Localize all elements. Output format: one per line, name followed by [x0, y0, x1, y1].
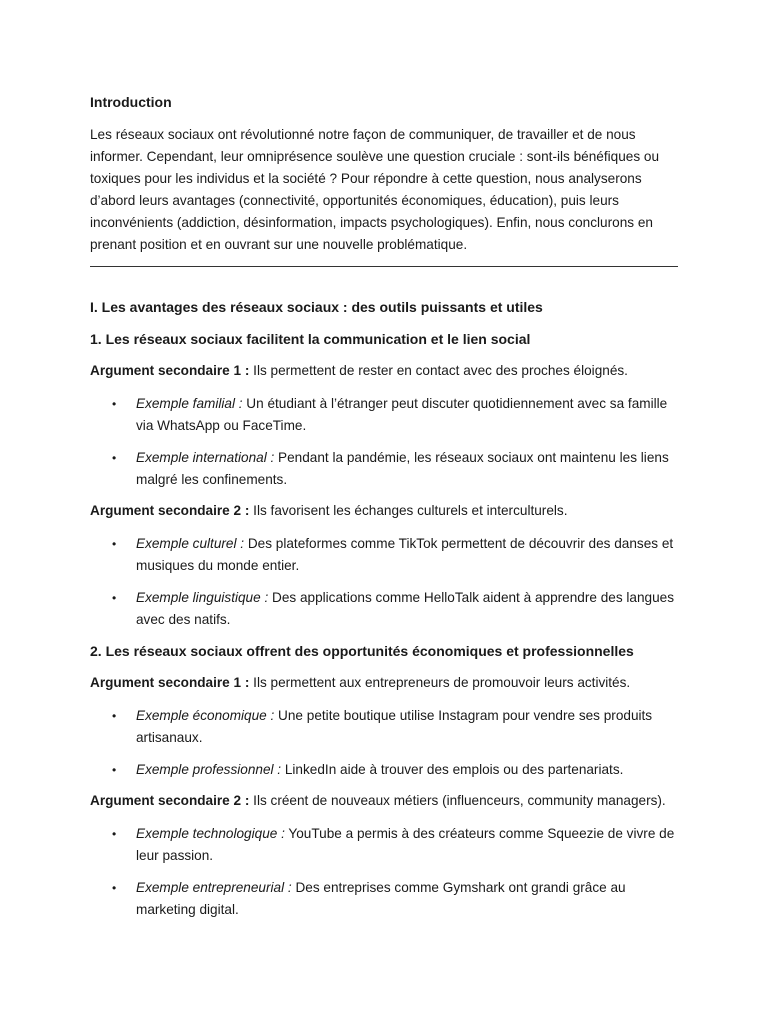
- example-label: Exemple linguistique :: [136, 590, 269, 605]
- example-text: Des plateformes comme TikTok permettent de découvrir des danses et musiques du monde entier.: [136, 536, 674, 573]
- list-item: [112, 705, 678, 749]
- example-label: Exemple familial :: [136, 396, 243, 411]
- subsection-heading: 1. Les réseaux sociaux facilitent la communication et le lien social: [90, 331, 531, 347]
- example-text: Un étudiant à l’étranger peut discuter quotidiennement avec sa famille via WhatsApp ou FaceTime.: [136, 396, 668, 433]
- bullet-icon: •: [112, 881, 117, 895]
- introduction-heading: Introduction: [90, 94, 172, 110]
- example-text: Une petite boutique utilise Instagram pour vendre ses produits artisanaux.: [136, 708, 653, 745]
- bullet-icon: •: [112, 709, 117, 723]
- list-item: [112, 393, 678, 437]
- example-list: [90, 823, 678, 921]
- bullet-icon: •: [112, 537, 117, 551]
- example-text: LinkedIn aide à trouver des emplois ou des partenariats.: [281, 762, 624, 777]
- example-label: Exemple culturel :: [136, 536, 245, 551]
- argument-text: Ils permettent aux entrepreneurs de promouvoir leurs activités.: [249, 675, 631, 690]
- list-item: [112, 447, 678, 491]
- example-label: Exemple entrepreneurial :: [136, 880, 292, 895]
- example-label: Exemple professionnel :: [136, 762, 282, 777]
- bullet-icon: •: [112, 591, 117, 605]
- argument: [90, 501, 678, 521]
- example-label: Exemple international :: [136, 450, 275, 465]
- argument-label: Argument secondaire 2 :: [90, 793, 250, 808]
- bullet-icon: •: [112, 827, 117, 841]
- example-text: Des entreprises comme Gymshark ont grandi grâce au marketing digital.: [136, 880, 626, 917]
- argument: [90, 791, 678, 811]
- argument-label: Argument secondaire 1 :: [90, 675, 250, 690]
- argument: [90, 673, 678, 693]
- example-text: Des applications comme HelloTalk aident à apprendre des langues avec des natifs.: [136, 590, 675, 627]
- argument-text: Ils favorisent les échanges culturels et interculturels.: [249, 503, 568, 518]
- bullet-icon: •: [112, 451, 117, 465]
- bullet-icon: •: [112, 763, 117, 777]
- example-list: [90, 533, 678, 631]
- bullet-icon: •: [112, 397, 117, 411]
- example-text: Pendant la pandémie, les réseaux sociaux ont maintenu les liens malgré les confinements.: [136, 450, 669, 487]
- subsection-heading: 2. Les réseaux sociaux offrent des opportunités économiques et professionnelles: [90, 643, 634, 659]
- list-item: [112, 533, 678, 577]
- example-list: [90, 393, 678, 491]
- section-heading: I. Les avantages des réseaux sociaux : des outils puissants et utiles: [90, 299, 543, 315]
- argument-label: Argument secondaire 1 :: [90, 363, 250, 378]
- horizontal-divider: [90, 266, 678, 267]
- argument-text: Ils permettent de rester en contact avec des proches éloignés.: [249, 363, 628, 378]
- list-item: [112, 759, 678, 781]
- example-label: Exemple technologique :: [136, 826, 285, 841]
- example-list: [90, 705, 678, 781]
- argument-text: Ils créent de nouveaux métiers (influenceurs, community managers).: [249, 793, 666, 808]
- argument: [90, 361, 678, 381]
- list-item: [112, 823, 678, 867]
- introduction-paragraph: Les réseaux sociaux ont révolutionné notre façon de communiquer, de travailler et de nous informer. Cependant, leur omniprésence soulève une question cruciale : sont-ils bénéfiques ou toxiques pour les individus et la société ? Pour répondre à cette question, nous analyserons d’abord leurs avantages (connectivité, opportunités économiques, éducation), puis leurs inconvénients (addiction, désinformation, impacts psychologiques). Enfin, nous conclurons en prenant position et en ouvrant sur une nouvelle problématique.: [90, 127, 660, 252]
- list-item: [112, 587, 678, 631]
- list-item: [112, 877, 678, 921]
- example-text: YouTube a permis à des créateurs comme Squeezie de vivre de leur passion.: [136, 826, 675, 863]
- example-label: Exemple économique :: [136, 708, 275, 723]
- argument-label: Argument secondaire 2 :: [90, 503, 250, 518]
